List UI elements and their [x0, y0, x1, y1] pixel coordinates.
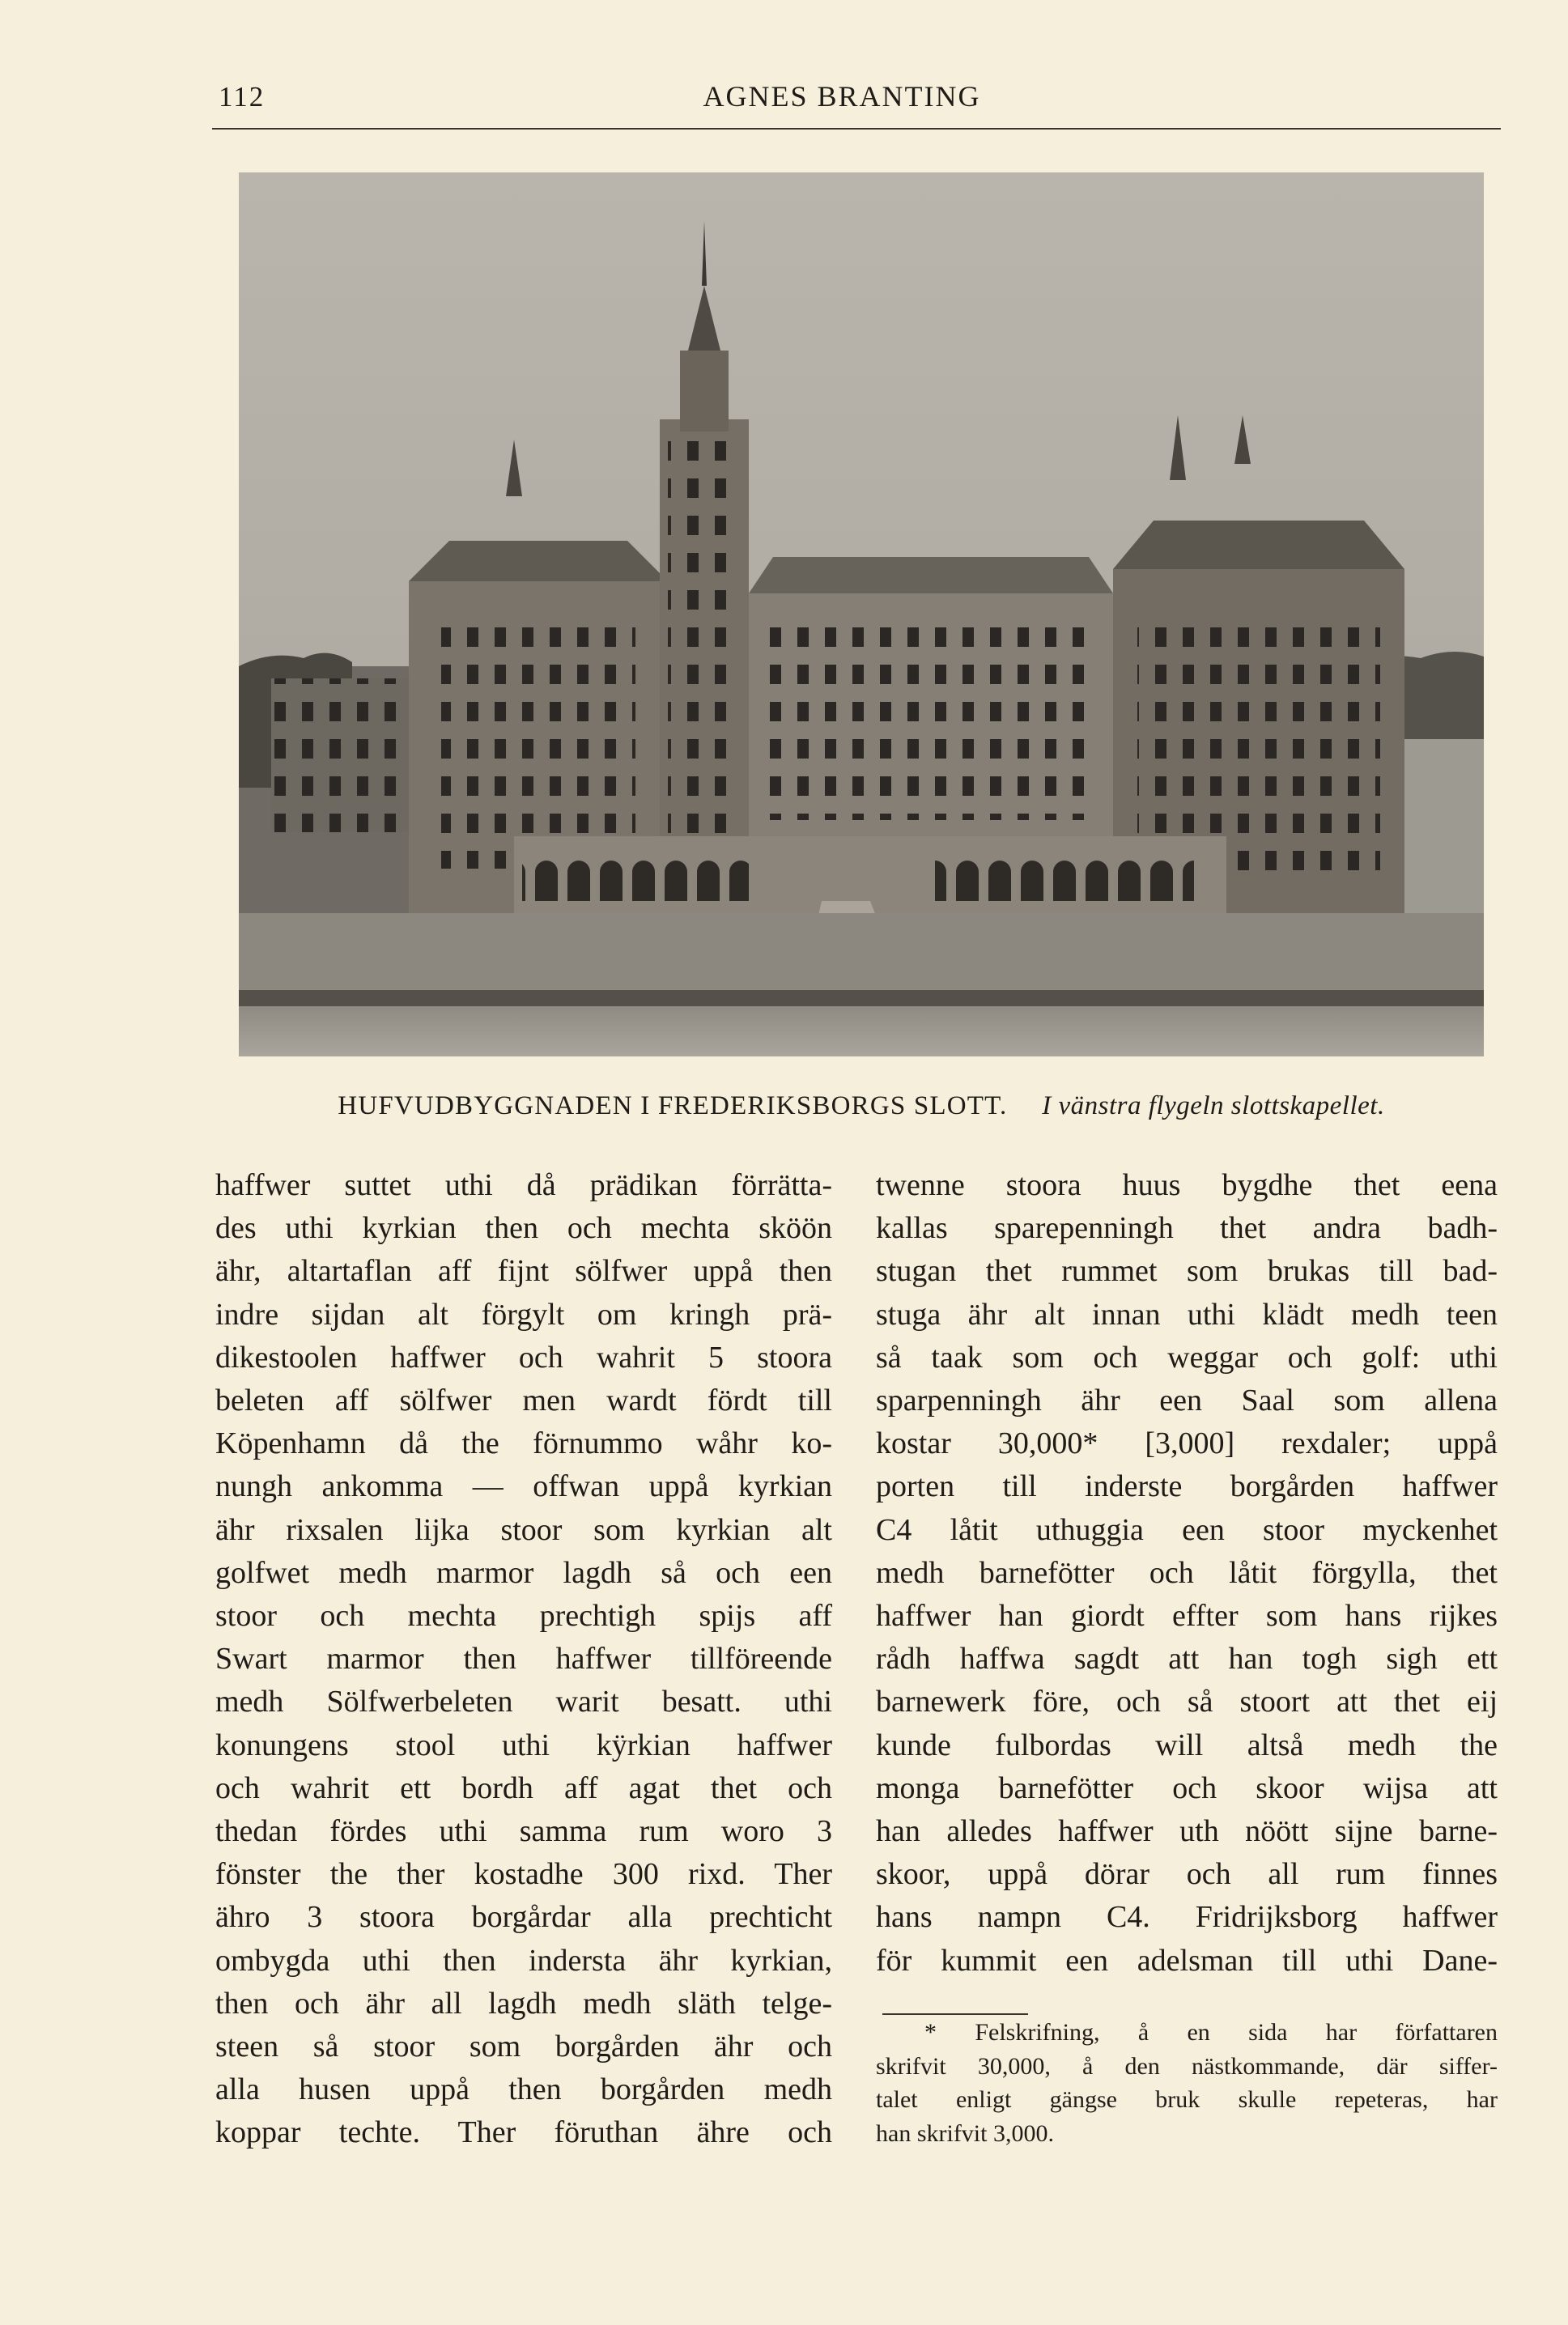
text-line: ähr, altartaflan aff fijnt sölfwer uppå then: [215, 1254, 832, 1289]
text-line: medh Sölfwerbeleten warit besatt. uthi: [215, 1685, 832, 1719]
text-line: sparpenningh ähr een Saal som allena: [876, 1384, 1498, 1418]
text-line: för kummit een adelsman till uthi Dane-: [876, 1943, 1498, 1978]
footnote-rule: [882, 2013, 1028, 2015]
text-line: then och ähr all lagdh medh släth telge-: [215, 1986, 832, 2021]
footnote-line: * Felskrifning, å en sida har författaren: [924, 2019, 1498, 2046]
text-line: steen så stoor som borgården ähr och: [215, 2030, 832, 2064]
text-line: han alledes haffwer uth nöött sijne barne-: [876, 1814, 1498, 1849]
text-line: alla husen uppå then borgården medh: [215, 2072, 832, 2107]
footnote-line: han skrifvit 3,000.: [876, 2119, 1054, 2147]
text-line: rådh haffwa sagdt att han togh sigh ett: [876, 1642, 1498, 1677]
text-line: nungh ankomma — offwan uppå kyrkian: [215, 1469, 832, 1504]
text-line: thedan fördes uthi samma rum woro 3: [215, 1814, 832, 1849]
text-line: fönster the ther kostadhe 300 rixd. Ther: [215, 1857, 832, 1892]
text-line: skoor, uppå dörar och all rum finnes: [876, 1857, 1498, 1892]
text-line: haffwer han giordt effter som hans rijkes: [876, 1599, 1498, 1634]
text-line: hans nampn C4. Fridrijksborg haffwer: [876, 1900, 1498, 1935]
text-line: ombygda uthi then indersta ähr kyrkian,: [215, 1943, 832, 1978]
text-line: haffwer suttet uthi då prädikan förrätta-: [215, 1168, 832, 1202]
text-line: kostar 30,000* [3,000] rexdaler; uppå: [876, 1426, 1498, 1461]
text-line: så taak som och weggar och golf: uthi: [876, 1340, 1498, 1375]
text-line: konungens stool uthi kÿrkian haffwer: [215, 1728, 832, 1762]
text-line: beleten aff sölfwer men wardt fördt till: [215, 1384, 832, 1418]
figure-caption: [239, 1091, 1484, 1121]
footnote-line: talet enligt gängse bruk skulle repeteras, har: [876, 2086, 1498, 2113]
footnote-line: skrifvit 30,000, å den nästkommande, där siffer-: [876, 2052, 1498, 2080]
text-line: medh barnefötter och låtit förgylla, thet: [876, 1555, 1498, 1590]
running-head: AGNES BRANTING: [703, 80, 981, 113]
text-line: stuga ähr alt innan uthi klädt medh teen: [876, 1297, 1498, 1332]
castle-photograph: [239, 172, 1484, 1056]
text-line: C4 låtit uthuggia een stoor myckenhet: [876, 1512, 1498, 1547]
page-number: 112: [219, 81, 266, 113]
text-line: barnewerk före, och så stoort att thet eij: [876, 1685, 1498, 1719]
castle-illustration: [239, 172, 1484, 1056]
text-column-right: [876, 1164, 1498, 1983]
text-line: koppar techte. Ther föruthan ähre och: [215, 2115, 832, 2150]
header-rule: [212, 128, 1501, 130]
text-line: golfwet medh marmor lagdh så och een: [215, 1555, 832, 1590]
caption-subtitle: I vänstra flygeln slottskapellet.: [1042, 1091, 1385, 1120]
text-line: porten till inderste borgården haffwer: [876, 1469, 1498, 1504]
text-line: kunde fulbordas will altså medh the: [876, 1728, 1498, 1762]
text-line: kallas sparepenningh thet andra badh-: [876, 1211, 1498, 1246]
text-line: och wahrit ett bordh aff agat thet och: [215, 1770, 832, 1805]
text-line: ähro 3 stoora borgårdar alla prechticht: [215, 1900, 832, 1935]
footnote: [876, 2016, 1498, 2150]
caption-title: HUFVUDBYGGNADEN I FREDERIKSBORGS SLOTT.: [338, 1091, 1008, 1120]
text-line: dikestoolen haffwer och wahrit 5 stoora: [215, 1340, 832, 1375]
text-column-left: [215, 1164, 832, 2155]
text-line: stugan thet rummet som brukas till bad-: [876, 1254, 1498, 1289]
text-line: des uthi kyrkian then och mechta sköön: [215, 1211, 832, 1246]
text-line: monga barnefötter och skoor wijsa att: [876, 1770, 1498, 1805]
text-line: Swart marmor then haffwer tillföreende: [215, 1642, 832, 1677]
text-line: ähr rixsalen lijka stoor som kyrkian alt: [215, 1512, 832, 1547]
text-line: Köpenhamn då the förnummo wåhr ko-: [215, 1426, 832, 1461]
text-line: indre sijdan alt förgylt om kringh prä-: [215, 1297, 832, 1332]
text-line: twenne stoora huus bygdhe thet eena: [876, 1168, 1498, 1202]
text-line: stoor och mechta prechtigh spijs aff: [215, 1599, 832, 1634]
